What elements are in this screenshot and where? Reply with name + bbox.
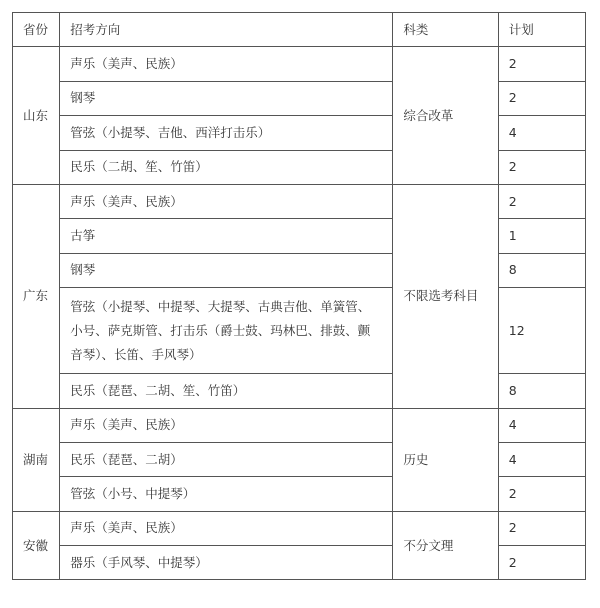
direction-cell: 声乐（美声、民族）	[60, 47, 393, 81]
province-cell: 山东	[13, 47, 60, 185]
province-cell: 安徽	[13, 511, 60, 580]
header-plan: 计划	[498, 13, 585, 47]
plan-cell: 2	[498, 546, 585, 580]
plan-cell: 2	[498, 47, 585, 81]
category-cell: 不分文理	[393, 511, 498, 580]
table-header-row	[13, 13, 586, 47]
table-row	[13, 81, 586, 115]
direction-cell: 管弦（小号、中提琴）	[60, 477, 393, 511]
direction-cell: 钢琴	[60, 253, 393, 287]
table-row	[13, 150, 586, 184]
plan-cell: 2	[498, 81, 585, 115]
plan-cell: 8	[498, 374, 585, 408]
enrollment-table-container	[12, 12, 586, 580]
category-cell: 综合改革	[393, 47, 498, 185]
plan-cell: 4	[498, 116, 585, 150]
plan-cell: 1	[498, 219, 585, 253]
table-row	[13, 374, 586, 408]
header-category: 科类	[393, 13, 498, 47]
table-row	[13, 546, 586, 580]
enrollment-plan-table	[12, 12, 586, 580]
category-cell: 历史	[393, 408, 498, 511]
direction-cell: 钢琴	[60, 81, 393, 115]
direction-cell: 声乐（美声、民族）	[60, 511, 393, 545]
plan-cell: 2	[498, 150, 585, 184]
direction-cell: 声乐（美声、民族）	[60, 184, 393, 218]
province-cell: 广东	[13, 184, 60, 408]
plan-cell: 2	[498, 184, 585, 218]
direction-cell: 民乐（琵琶、二胡、笙、竹笛）	[60, 374, 393, 408]
plan-cell: 2	[498, 511, 585, 545]
table-row	[13, 184, 586, 218]
table-row	[13, 511, 586, 545]
plan-cell: 12	[498, 288, 585, 374]
direction-cell: 器乐（手风琴、中提琴）	[60, 546, 393, 580]
direction-cell: 民乐（二胡、笙、竹笛）	[60, 150, 393, 184]
table-row	[13, 288, 586, 374]
direction-cell: 声乐（美声、民族）	[60, 408, 393, 442]
direction-cell: 民乐（琵琶、二胡）	[60, 442, 393, 476]
province-cell: 湖南	[13, 408, 60, 511]
direction-cell: 古筝	[60, 219, 393, 253]
plan-cell: 8	[498, 253, 585, 287]
category-cell: 不限选考科目	[393, 184, 498, 408]
table-row	[13, 253, 586, 287]
table-row	[13, 47, 586, 81]
header-province: 省份	[13, 13, 60, 47]
table-row	[13, 477, 586, 511]
direction-cell: 管弦（小提琴、吉他、西洋打击乐）	[60, 116, 393, 150]
table-row	[13, 408, 586, 442]
plan-cell: 2	[498, 477, 585, 511]
direction-cell: 管弦（小提琴、中提琴、大提琴、古典吉他、单簧管、小号、萨克斯管、打击乐（爵士鼓、玛林巴、排鼓、颤音琴）、长笛、手风琴）	[60, 288, 393, 374]
table-row	[13, 219, 586, 253]
header-direction: 招考方向	[60, 13, 393, 47]
plan-cell: 4	[498, 408, 585, 442]
table-row	[13, 442, 586, 476]
table-row	[13, 116, 586, 150]
plan-cell: 4	[498, 442, 585, 476]
